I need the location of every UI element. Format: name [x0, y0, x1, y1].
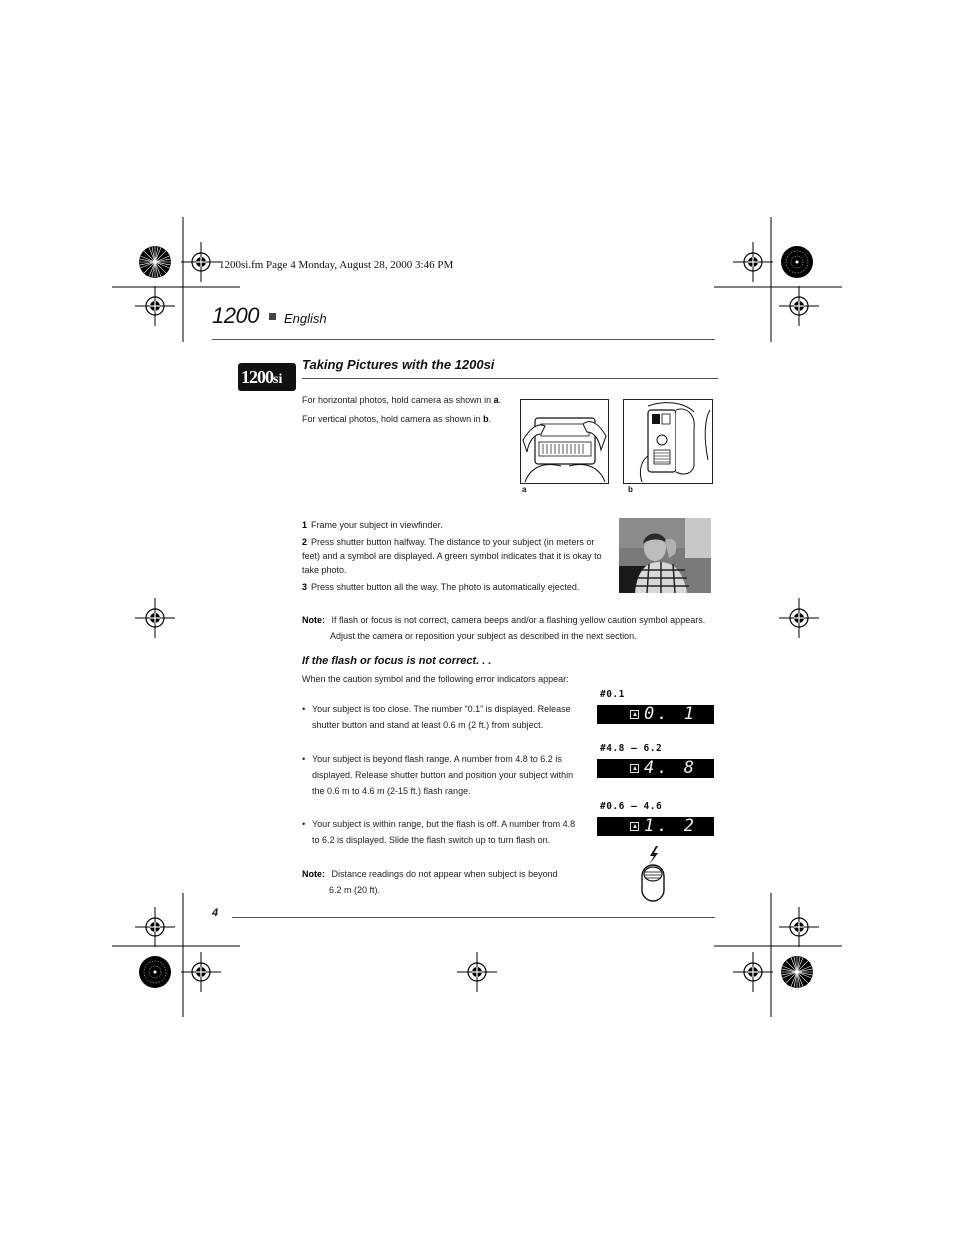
caution-icon: [630, 710, 639, 719]
figure-horizontal-hold: [520, 399, 609, 484]
sample-photo: [619, 518, 711, 593]
lcd-digits: 0. 1: [644, 704, 697, 724]
note-flash-focus-line2: Adjust the camera or reposition your subject as described in the next section.: [330, 631, 637, 641]
step-1: 1 Frame your subject in viewfinder.: [302, 520, 443, 530]
camera-horizontal-illustration: [521, 400, 608, 483]
file-slug: 1200si.fm Page 4 Monday, August 28, 2000 3:46 PM: [219, 259, 454, 271]
bullet-flash-off: • Your subject is within range, but the flash is off. A number from 4.8 to 6.2 is displayed. Slide the flash switch up to turn flash on.: [302, 816, 577, 848]
flash-switch-icon: [636, 843, 670, 903]
bullet-too-close: • Your subject is too close. The number “0.1” is displayed. Release shutter button and stand at least 0.6 m (2 ft.) from subject.: [302, 701, 577, 733]
step-3: 3 Press shutter button all the way. The photo is automatically ejected.: [302, 582, 580, 592]
running-head: [212, 303, 327, 329]
footer-rule: [232, 917, 715, 918]
indicator-label-beyond-range: #4.8 – 6.2: [600, 743, 663, 754]
model-number: 1200: [212, 303, 259, 328]
lcd-display-flash-off: [597, 817, 714, 836]
lcd-display-too-close: [597, 705, 714, 724]
page-number: 4: [212, 907, 219, 919]
step-2: 2 Press shutter button halfway. The distance to your subject (in meters or feet) and a symbol are displayed. A green symbol indicates that it is okay to take photo.: [302, 537, 602, 575]
lcd-digits: 4. 8: [644, 758, 697, 778]
caution-icon: [630, 822, 639, 831]
separator-square-icon: [269, 313, 276, 320]
figure-a-label: a: [522, 485, 527, 494]
portrait-photo-illustration: [619, 518, 711, 593]
logo-main: 1200: [241, 367, 273, 387]
note-distance-readings-line2: 6.2 m (20 ft).: [329, 885, 381, 895]
language-label: English: [283, 311, 327, 326]
subsection-title: If the flash or focus is not correct. . .: [302, 655, 492, 667]
logo-suffix: si: [273, 372, 283, 387]
section-title: Taking Pictures with the 1200si: [302, 357, 495, 372]
figure-b-label: b: [628, 485, 633, 494]
indicator-label-too-close: #0.1: [600, 689, 625, 700]
caution-icon: [630, 764, 639, 773]
header-rule: [212, 339, 715, 340]
lcd-display-beyond-range: [597, 759, 714, 778]
subsection-intro: When the caution symbol and the following error indicators appear:: [302, 674, 569, 684]
note-distance-readings: Note: Distance readings do not appear when subject is beyond: [302, 869, 558, 879]
bullet-marker: •: [302, 704, 306, 714]
section-rule: [302, 378, 718, 379]
hold-vertical-text: For vertical photos, hold camera as shown in b.: [302, 414, 492, 424]
bullet-beyond-range: • Your subject is beyond flash range. A number from 4.8 to 6.2 is displayed. Release shutter button and position your subject within the 0.6 m to 4.6 m (2-15 ft.) flash range.: [302, 751, 577, 799]
indicator-label-flash-off: #0.6 – 4.6: [600, 801, 663, 812]
note-flash-focus: Note: If flash or focus is not correct, camera beeps and/or a flashing yellow caution symbol appears.: [302, 615, 706, 625]
bullet-marker: •: [302, 819, 306, 829]
hold-horizontal-text: For horizontal photos, hold camera as shown in a.: [302, 395, 502, 405]
lcd-digits: 1. 2: [644, 816, 697, 836]
figure-vertical-hold: [623, 399, 713, 484]
bullet-marker: •: [302, 754, 306, 764]
camera-vertical-illustration: [624, 400, 712, 483]
model-logo: [238, 363, 296, 391]
